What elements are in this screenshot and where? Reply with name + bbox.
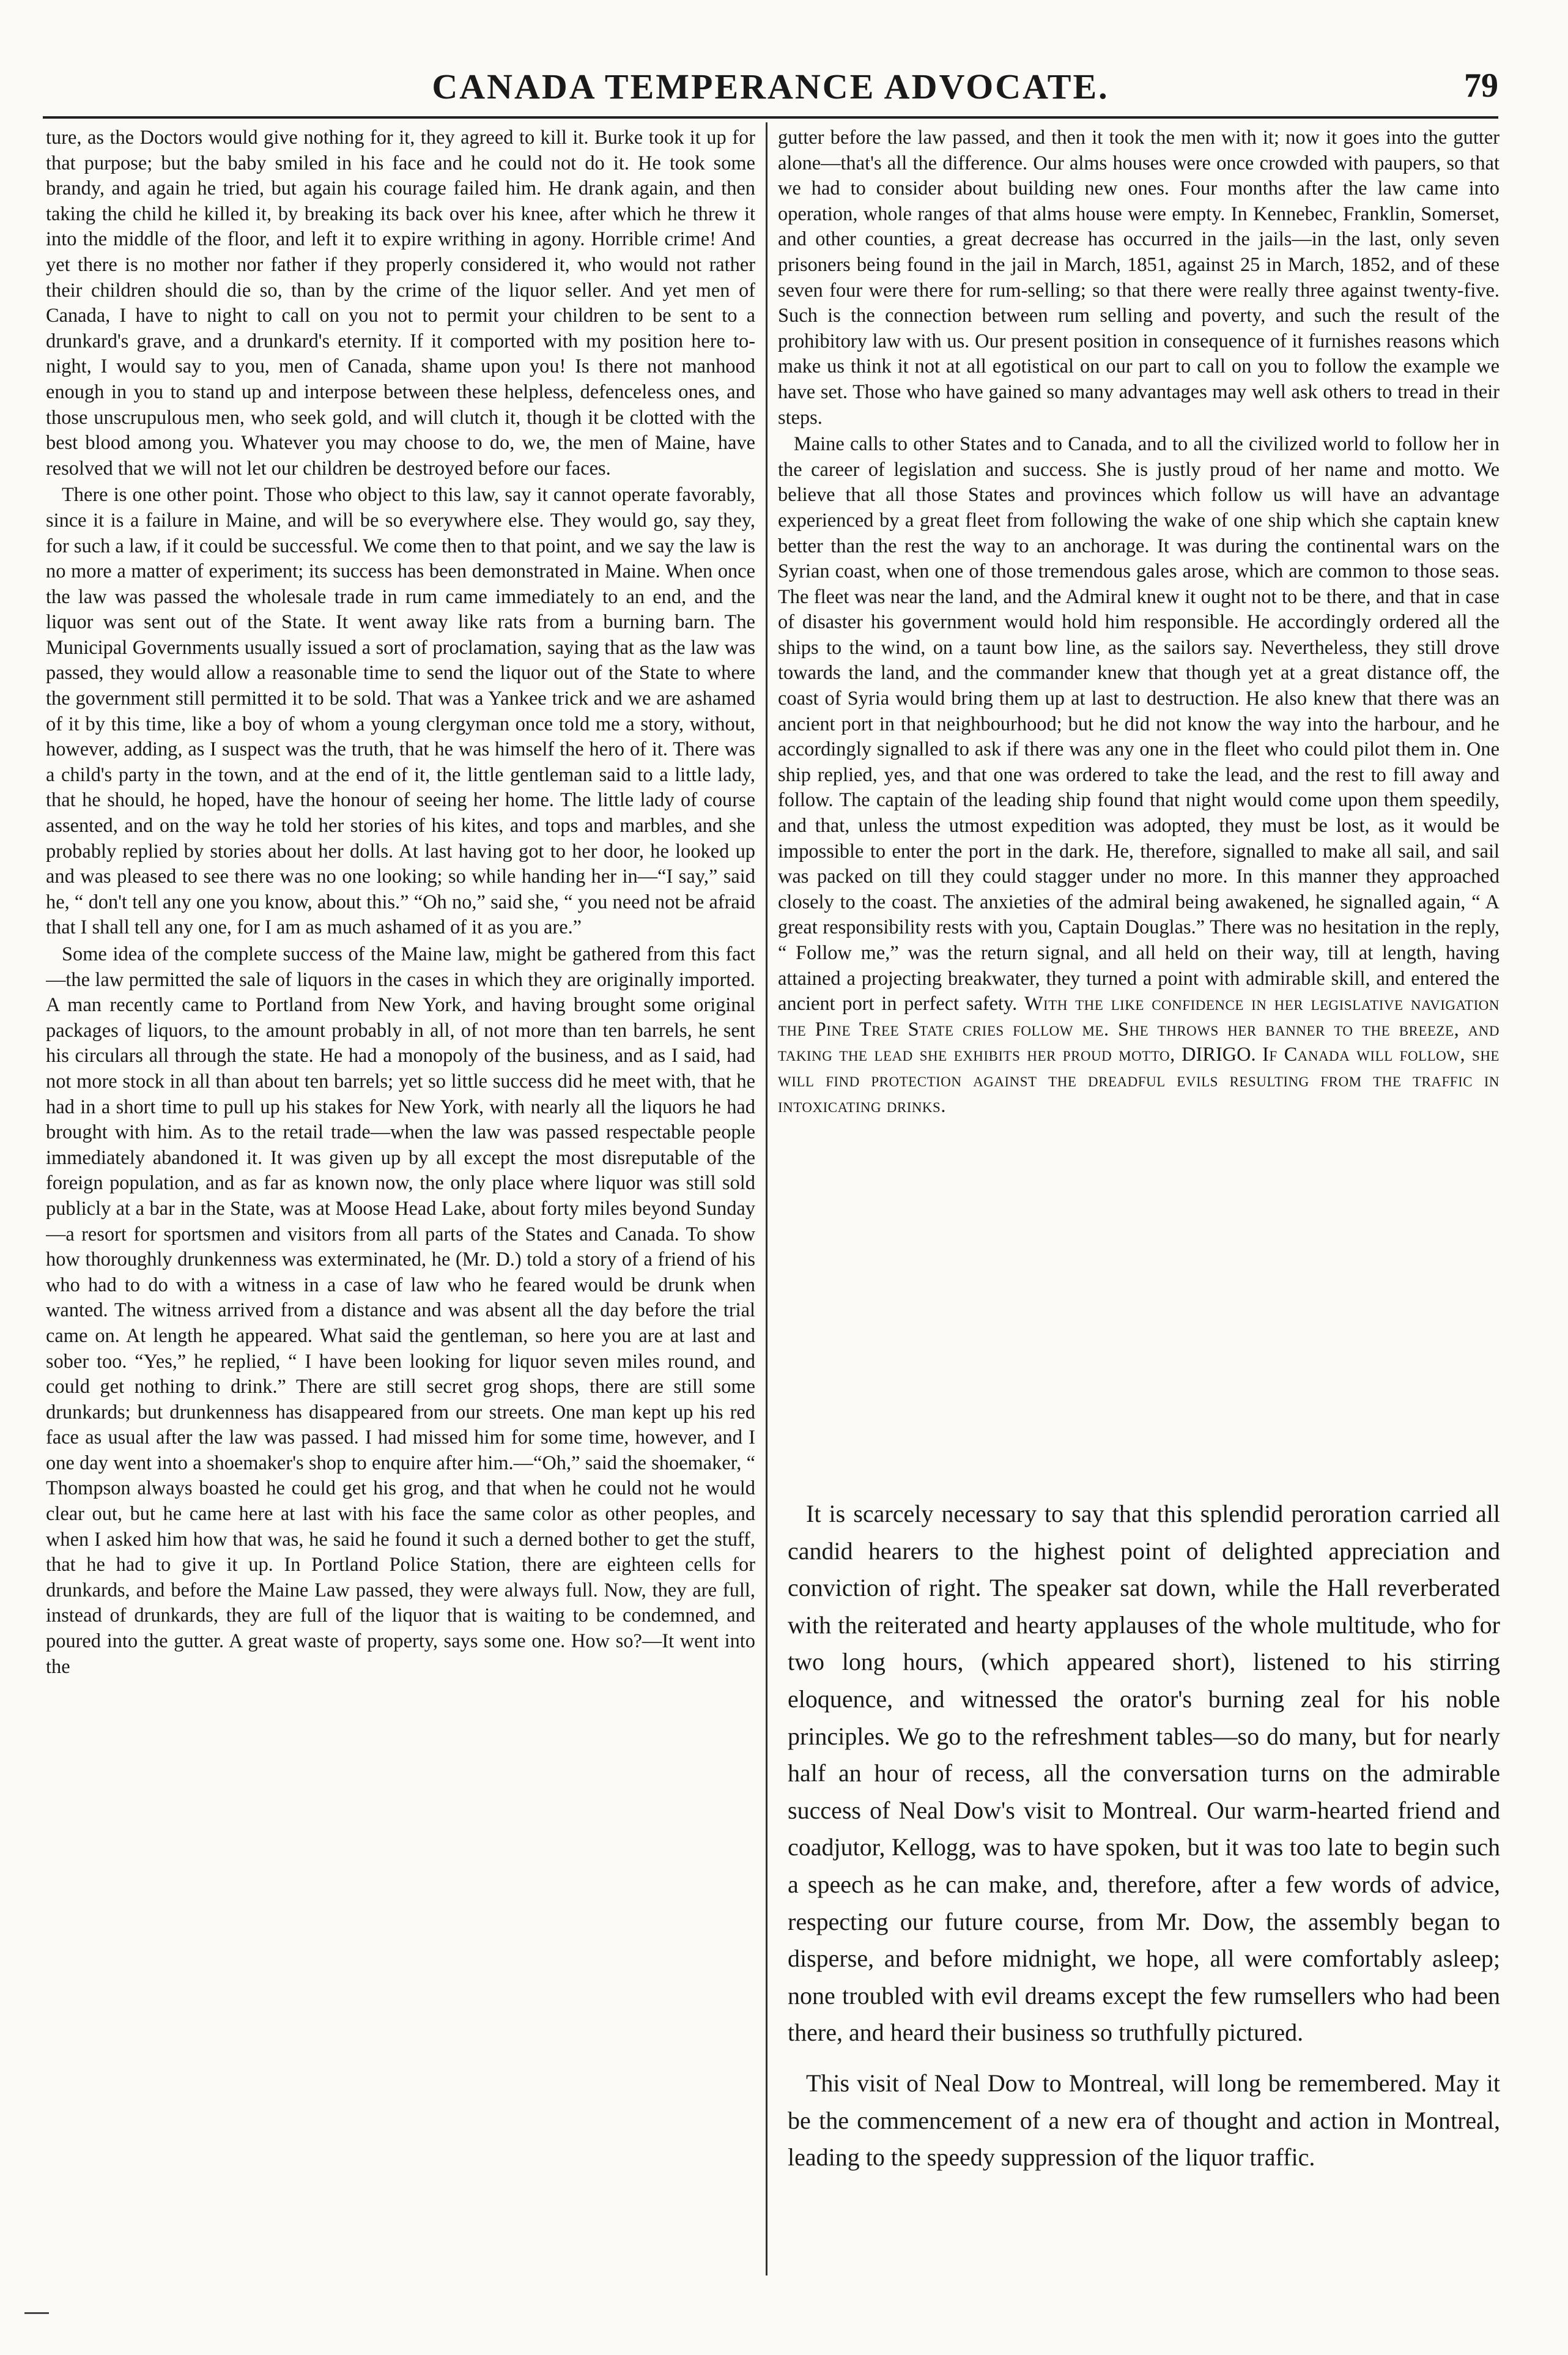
page-number: 79 <box>1464 67 1498 105</box>
right-paragraph-4: This visit of Neal Dow to Montreal, will long be remembered. May it be the commencement of a new era of thought and action in Montreal, leading to the speedy suppression of the liquor traffic. <box>788 2069 1500 2171</box>
right-paragraph-2 <box>778 432 1500 1119</box>
left-paragraph-1: ture, as the Doctors would give nothing for it, they agreed to kill it. Burke took it up for that purpose; but the baby smiled in his face and he could not do it. He took some brandy, and again he tried, but again his courage failed him. He drank again, and then taking the child he killed it, by breaking its back over his knee, after which he threw it into the middle of the floor, and left it to expire writhing in agony. Horrible crime! And yet there is no mother nor father if they properly considered it, who would not rather their children should die so, than by the crime of the liquor seller. And yet men of Canada, I have to night to call on you not to permit your children to be sent to a drunkard's grave, and a drunkard's eternity. If it comported with my position here to-night, I would say to you, men of Canada, shame upon you! Is there not manhood enough in you to stand up and interpose between these helpless, defenceless ones, and those unscrupulous men, who seek gold, and will clutch it, though it be clotted with the best blood among you. Whatever you may choose to do, we, the men of Maine, have resolved that we will not let our children be destroyed before our faces. <box>46 127 755 480</box>
right-paragraph-2-body: Maine calls to other States and to Canada, and to all the civilized world to follow her in the career of legislation and success. She is justly proud of her name and motto. We believe that all those States and provinces which follow us will have an advantage experienced by a great fleet from following the wake of one ship which she captain knew better than the rest the way to an anchorage. It was during the continental wars on the Syrian coast, when one of those tremendous gales arose, which are common to those seas. The fleet was near the land, and the Admiral knew it ought not to be there, and that in case of disaster his government would hold him responsible. He accordingly ordered all the ships to the wind, on a taunt bow line, as the sailors say. Nevertheless, they still drove towards the land, and the commander knew that though yet at a great distance off, the coast of Syria would bring them up at last to destruction. He also knew that there was an ancient port in that neighbourhood; but he did not know the way into the harbour, and he accordingly signalled to ask if there was any one in the fleet who could pilot them in. One ship replied, yes, and that one was ordered to take the lead, and the rest to fill away and follow. The captain of the leading ship found that night would come upon them speedily, and that, unless the utmost expedition was adopted, they must be lost, as it would be impossible to enter the port in the dark. He, therefore, signalled to make all sail, and sail was packed on till they could stagger under no more. In this manner they approached closely to the coast. The anxieties of the admiral being awakened, he signalled again, “ A great responsibility rests with you, Captain Douglas.” There was no hesitation in the reply, “ Follow me,” was the return signal, and all held on their way, till at length, having attained a projecting breakwater, they turned a point with admirable skill, and entered the ancient port in perfect safety. <box>778 433 1500 1015</box>
right-paragraph-3: It is scarcely necessary to say that this splendid peroration carried all candid hearers to the highest point of delighted appreciation and conviction of right. The speaker sat down, while the Hall reverberated with the reiterated and hearty applauses of the whole multitude, who for two long hours, (which appeared short), listened to his stirring eloquence, and witnessed the orator's burning zeal for his noble principles. We go to the refreshment tables—so do many, but for nearly half an hour of recess, all the conversation turns on the admirable success of Neal Dow's visit to Montreal. Our warm-hearted friend and coadjutor, Kellogg, was to have spoken, but it was too late to begin such a speech as he can make, and, therefore, after a few words of advice, respecting our future course, from Mr. Dow, the assembly began to disperse, and before midnight, we hope, all were comfortably asleep; none troubled with evil dreams except the few rumsellers who had been there, and heard their business so truthfully pictured. <box>788 1500 1500 2047</box>
header-rule <box>43 116 1498 119</box>
page-header <box>43 61 1498 116</box>
right-paragraph-1: gutter before the law passed, and then it took the men with it; now it goes into the gutter alone—that's all the difference. Our alms houses were once crowded with paupers, so that we had to consider about building new ones. Four months after the law came into operation, whole ranges of that alms house were empty. In Kennebec, Franklin, Somerset, and other counties, a great decrease has occurred in the jails—in the last, only seven prisoners being found in the jail in March, 1851, against 25 in March, 1852, and of these seven four were there for rum-selling; so that there were really three against twenty-five. Such is the connection between rum selling and poverty, and such the result of the prohibitory law with us. Our present position in consequence of it furnishes reasons which make us think it not at all egotistical on our part to call on you to follow the example we have set. Those who have gained so many advantages may well ask others to tread in their steps. <box>778 127 1500 429</box>
left-column <box>46 125 755 2285</box>
publication-title: CANADA TEMPERANCE ADVOCATE. <box>432 67 1109 106</box>
right-column-bottom <box>788 1496 1500 2282</box>
left-paragraph-3: Some idea of the complete success of the Maine law, might be gathered from this fact—the law permitted the sale of liquors in the cases in which they are originally imported. A man recently came to Portland from New York, and having brought some original packages of liquors, to the amount probably in all, of not more than ten barrels, he sent his circulars all through the state. He had a monopoly of the business, and as I said, had not more stock in all than about ten barrels; yet so little success did he meet with, that he had in a short time to pull up his stakes for New York, with nearly all the liquors he had brought with him. As to the retail trade—when the law was passed respectable people immediately abandoned it. It was given up by all except the most disreputable of the foreign population, and as far as known now, the only place where liquor was still sold publicly at a bar in the State, was at Moose Head Lake, about forty miles beyond Sunday—a resort for sportsmen and visitors from all parts of the States and Canada. To show how thoroughly drunkenness was exterminated, he (Mr. D.) told a story of a friend of his who had to do with a witness in a case of law who he feared would be drunk when wanted. The witness arrived from a distance and was absent all the day before the trial came on. At length he appeared. What said the gentleman, so here you are at last and sober too. “Yes,” he replied, “ I have been looking for liquor seven miles round, and could get nothing to drink.” There are still secret grog shops, there are still some drunkards; but drunkenness has disappeared from our streets. One man kept up his red face as usual after the law was passed. I had missed him for some time, however, and I one day went into a shoemaker's shop to enquire after him.—“Oh,” said the shoemaker, “ Thompson always boasted he could get his grog, and that when he could not he would clear out, but he came here at last with his face the same color as other peoples, and when I asked him how that was, he said he found it such a derned bother to get the stuff, that he had to give it up. In Portland Police Station, there are eighteen cells for drunkards, and before the Maine Law passed, they were always full. Now, they are full, instead of drunkards, they are full of the liquor that is waiting to be condemned, and poured into the gutter. A great waste of property, says some one. How so?—It went into the <box>46 943 755 1678</box>
left-paragraph-2: There is one other point. Those who object to this law, say it cannot operate favorably, since it is a failure in Maine, and will be so everywhere else. They would go, say they, for such a law, if it could be successful. We come then to that point, and we say the law is no more a matter of experiment; its success has been demonstrated in Maine. When once the law was passed the wholesale trade in rum came immediately to an end, and the liquor was sent out of the State. It went away like rats from a burning barn. The Municipal Governments usually issued a sort of proclamation, saying that as the law was passed, they would allow a reasonable time to send the liquor out of the State to where the government still permitted it to be sold. That was a Yankee trick and we are ashamed of it by this time, like a boy of whom a young clergyman once told me a story, without, however, adding, as I suspect was the truth, that he was himself the hero of it. There was a child's party in the town, and at the end of it, the little gentleman said to a little lady, that he should, he hoped, have the honour of seeing her home. The little lady of course assented, and on the way he told her stories of his kites, and tops and marbles, and she probably replied by stories about her dolls. At last having got to her door, he looked up and was pleased to see there was no one looking; so while handing her in—“I say,” said he, “ don't tell any one you know, about this.” “Oh no,” said she, “ you need not be afraid that I shall tell any one, for I am as much ashamed of it as you are.” <box>46 484 755 939</box>
bottom-margin-mark <box>24 2312 49 2314</box>
motto: DIRIGO. <box>1182 1044 1256 1066</box>
column-divider <box>766 122 767 2275</box>
right-column-top <box>778 125 1500 1459</box>
smallcaps-passage-2: If Canada will follow, she will find protection against the dreadful evils resulting from the traffic in intoxicating drinks. <box>778 1044 1500 1117</box>
smallcaps-passage-1: With the like confidence in her legislative navigation the Pine Tree State cries follow me. She throws her banner to the breeze, and taking the lead she exhibits her proud motto, <box>778 993 1500 1066</box>
